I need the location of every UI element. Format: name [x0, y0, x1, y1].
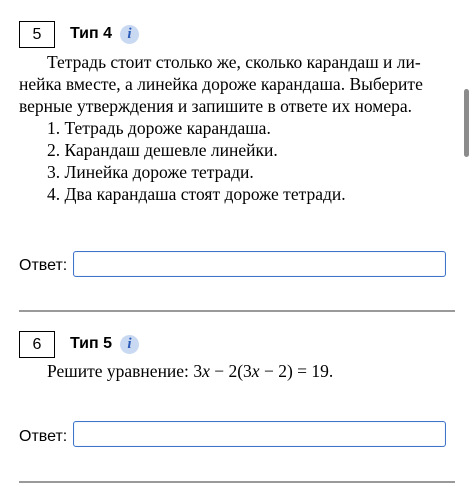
equation-line: [19, 360, 439, 382]
info-icon[interactable]: i: [120, 25, 139, 44]
task-number-box: 6: [19, 331, 55, 358]
answer-label: Ответ:: [19, 428, 68, 445]
task-text: [19, 360, 439, 382]
equation-coef: 3: [193, 361, 203, 381]
equation-part: − 2(3: [209, 361, 252, 381]
task-type-label: Тип 5: [70, 335, 113, 352]
divider: [19, 481, 455, 483]
task-text: [19, 51, 439, 205]
options-list: [19, 117, 439, 205]
task-text-line: верные утверждения и запишите в ответе их номера.: [19, 96, 413, 116]
equation-var: x: [202, 361, 210, 381]
answer-label: Ответ:: [19, 257, 68, 274]
answer-input[interactable]: [73, 421, 446, 447]
task-text-line: нейка вместе, а линейка дороже карандаша. Выберите: [19, 74, 423, 94]
equation-var: x: [251, 361, 260, 381]
option-item: 3. Линейка дороже тетради.: [47, 162, 254, 182]
scrollbar-thumb[interactable]: [464, 89, 469, 157]
task-text-line: Тетрадь стоит столько же, сколько карандаш и ли-: [47, 52, 421, 72]
option-item: 2. Карандаш дешевле линейки.: [47, 140, 278, 160]
task-type-label: Тип 4: [70, 25, 113, 42]
equation-part: − 2) = 19.: [259, 361, 334, 381]
option-item: 4. Два карандаша стоят дороже тетради.: [47, 184, 346, 204]
equation: [193, 361, 333, 381]
equation-prompt: Решите уравнение:: [47, 361, 189, 381]
divider: [19, 310, 455, 312]
task-number-box: 5: [19, 21, 55, 48]
info-icon[interactable]: i: [120, 335, 139, 354]
answer-input[interactable]: [73, 251, 446, 277]
option-item: 1. Тетрадь дороже карандаша.: [47, 118, 271, 138]
